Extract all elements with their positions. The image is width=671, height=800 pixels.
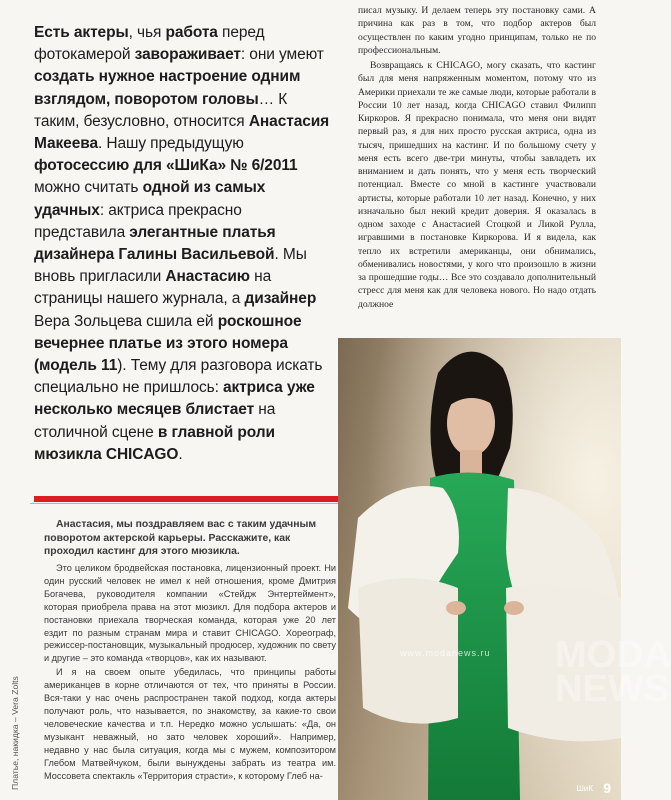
lead-run: Вера Зольцева сшила ей [34,312,218,330]
lead-run: можно считать [34,179,143,197]
thin-divider [30,503,352,504]
lead-run: , чья [128,24,166,41]
answer-paragraph-2: И я на своем опыте убедилась, что принципы работы американцев в корне отличаются от тех, что приняты в России. Вся-таки у нас очень распространен такой подход, когда актеры получают роль, что называется, по знакомству, за какие-то свои человеческие качества и т.п. Нередко можно услышать: «Да, он музыкант неважный, но зато человек хороший». Например, недавно у нас была ситуация, когда мы с мужем, композитором Глебом Матвейчуком, были вынуждены забрать из театра им. Моссовета спектакль «Территория страсти», к которому Глеб на- [44,667,336,781]
lead-run: актриса уже несколько месяцев блистает [34,379,315,419]
lead-run: перед фотокамерой [34,24,265,64]
lead-run: … К таким, безусловно, относится [34,90,288,130]
page-number: 9 [603,780,611,796]
photo-credit: Платье, накидка – Vera Zolts [10,676,20,790]
lead-run: . [178,445,183,463]
lead-run: работа [165,24,218,41]
lead-run: Анастасию [165,268,250,286]
lead-run: на страницы нашего журнала, а [34,268,272,308]
watermark: www.modanews.ru [400,648,491,658]
lead-run: Есть актеры [34,24,129,41]
lead-run: роскошное вечернее платье из этого номера (модель 11 [34,312,302,375]
interview-question: Анастасия, мы поздравляем вас с таким удачным поворотом актерской карьеры. Расскажите, как проходил кастинг для этого мюзикла. [44,519,317,558]
lead-run: Анастасия Макеева [34,112,330,153]
right-column-paragraph-1: писал музыку. И делаем теперь эту постановку сами. А причина как раз в том, что подбор актеров был осуществлен по каким угодно принципам, только не по профессиональным. [358,5,596,56]
brand-watermark: MODA NEWS [555,634,671,710]
lead-run: : они умеют [240,46,324,64]
lead-run: дизайнер [244,290,317,308]
footer-magazine-label: ШиК [576,784,593,793]
lead-run: одной из самых удачных [34,179,266,219]
lead-run: ). Тему для разговора искать специально не пришлось: [34,357,323,397]
red-divider [34,496,346,502]
lead-run: завораживает [134,46,241,64]
portrait-photo [338,338,671,800]
lead-run: . Нашу предыдущую [97,135,244,153]
lead-run: в главной роли мюзикла CHICAGO [34,423,275,463]
lead-run: : актриса прекрасно представила [34,201,242,241]
lead-run: элегантные платья дизайнера Галины Васильевой [34,223,276,264]
lead-run: . Мы вновь пригласили [34,246,307,286]
right-column [358,4,596,313]
portrait-illustration [338,338,671,800]
answer-paragraph-1: Это целиком бродвейская постановка, лицензионный проект. Ни один русский человек не имел к ней отношения, кроме Дмитрия Богачева, руководителя компании «Стейдж Энтертеймент», которая приобрела права на этот мюзикл. Для подбора актеров и постановки приехала творческая команда, которая уже 20 лет ездит по разным странам мира и ставит CHICAGO. Хореограф, режиссер-постановщик, музыкальный продюсер, художник по свету и другие – это команда «творцов», как их называют. [44,563,336,664]
lead-paragraph [34,22,334,466]
right-column-paragraph-2: Возвращаясь к CHICAGO, могу сказать, что кастинг был для меня напряженным моментом, потому что из Америки приехали те же самые люди, которые работали в России 10 лет назад, когда CHICAGO ставил Филипп Киркоров. Я прекрасно понимала, что меня они видят первый раз, я для них просто русская актриса, одна из тысяч, пришедших на кастинг. И по большому счету у меня есть всего две-три минуты, чтобы завладеть их вниманием и дать понять, что у меня есть творческий потенциал. Вместе со мной в кастинге участвовали артисты, которые работали 10 лет назад. Конечно, у них изначально был некий кредит доверия. Я оказалась в одном заходе с Анастасией Стоцкой и Ликой Рулла, игравшими в постановке Киркорова. И я видела, как тепло их встретили американцы, они обнимались, обменивались новостями, у кого что произошло в жизни за прошедшие годы… Все это создавало дополнительный стресс для меня как для человека нового. Но надо отдать должное [358,60,596,310]
lead-run: создать нужное настроение одним взглядом, поворотом головы [34,68,301,108]
lead-run: фотосессию для «ШиКа» № 6/2011 [34,157,298,175]
lead-run: на столичной сцене [34,401,276,441]
interview-answer [44,562,336,783]
